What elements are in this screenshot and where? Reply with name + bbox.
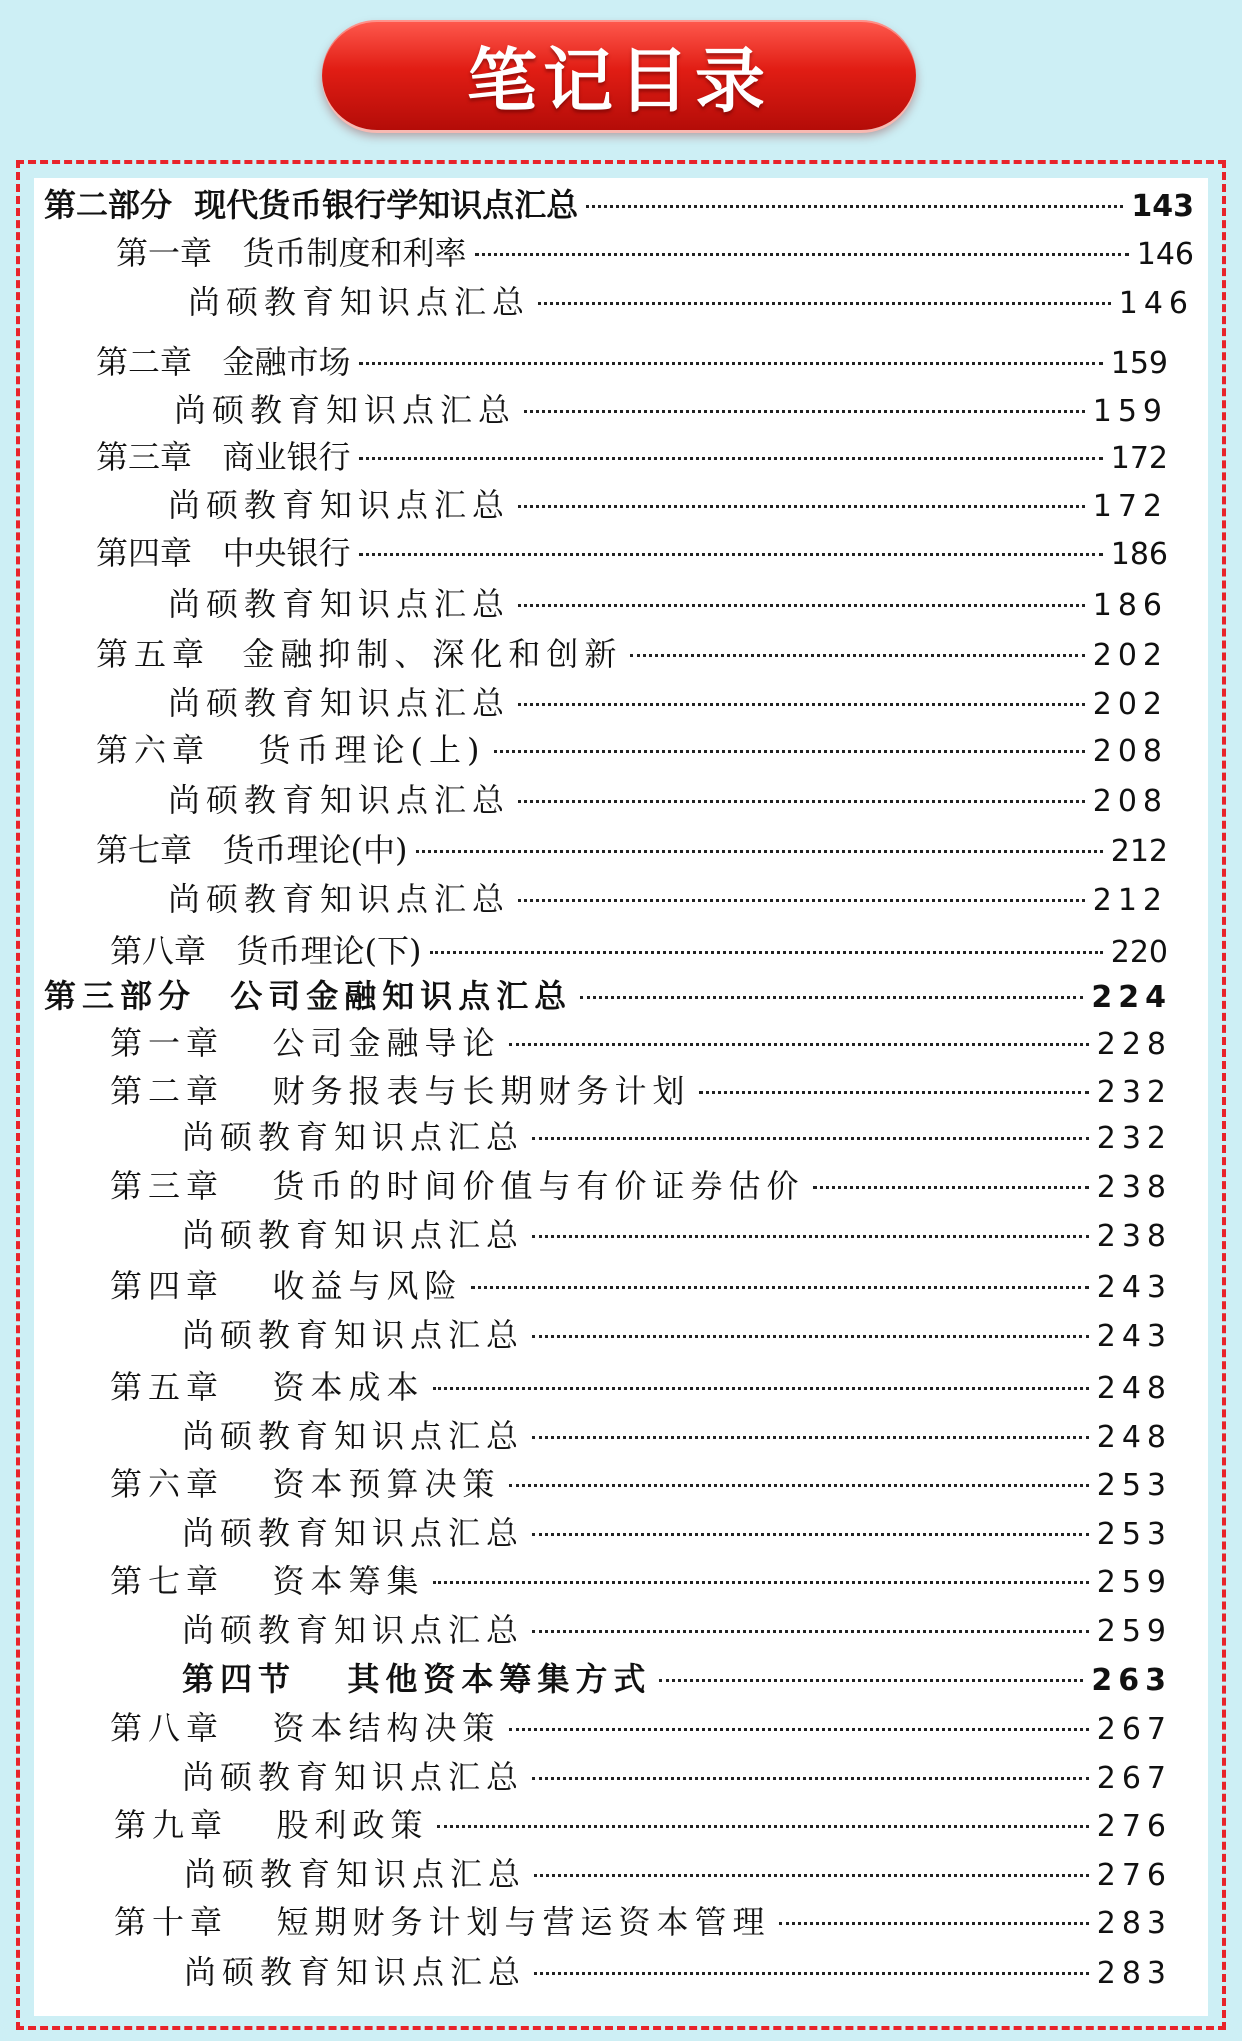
- toc-entry-label: 第十章 短期财务计划与营运资本管理: [114, 1903, 771, 1941]
- toc-entry-summary[interactable]: [182, 1608, 1172, 1652]
- toc-entry-page: 259: [1096, 1565, 1172, 1600]
- leader-dots: [532, 1533, 1089, 1536]
- leader-dots: [433, 1581, 1089, 1584]
- toc-entry-page: 238: [1096, 1170, 1172, 1205]
- leader-dots: [509, 1043, 1089, 1046]
- toc-entry-page: 186: [1092, 588, 1168, 623]
- leader-dots: [359, 362, 1103, 365]
- toc-entry-page: 220: [1110, 935, 1168, 970]
- leader-dots: [437, 1825, 1089, 1828]
- toc-entry-page: 243: [1096, 1319, 1172, 1354]
- toc-entry-page: 283: [1096, 1956, 1172, 1991]
- toc-entry-summary[interactable]: [184, 1852, 1172, 1896]
- toc-entry-section[interactable]: [182, 1657, 1172, 1701]
- toc-entry-chapter[interactable]: [116, 231, 1194, 275]
- leader-dots: [779, 1922, 1089, 1925]
- toc-entry-page: 276: [1096, 1858, 1172, 1893]
- toc-entry-page: 224: [1091, 980, 1172, 1015]
- toc-entry-page: 146: [1136, 237, 1194, 272]
- toc-entry-label: 尚硕教育知识点汇总: [182, 1417, 525, 1455]
- toc-entry-page: 159: [1110, 346, 1168, 381]
- leader-dots: [586, 205, 1123, 208]
- toc-entry-label: 尚硕教育知识点汇总: [182, 1514, 525, 1552]
- toc-entry-summary[interactable]: [188, 280, 1194, 324]
- toc-entry-chapter[interactable]: [110, 1706, 1172, 1750]
- toc-entry-summary[interactable]: [168, 483, 1168, 527]
- toc-entry-page: 172: [1092, 489, 1168, 524]
- toc-entry-page: 212: [1092, 883, 1168, 918]
- leader-dots: [518, 703, 1085, 706]
- toc-entry-label: 第七章 货币理论(中): [96, 831, 408, 869]
- page-title: 笔记目录: [467, 39, 771, 122]
- toc-entry-label: 第一章 公司金融导论: [110, 1024, 501, 1062]
- toc-entry-label: 第五章 资本成本: [110, 1368, 425, 1406]
- toc-entry-label: 第四章 收益与风险: [110, 1267, 463, 1305]
- leader-dots: [532, 1235, 1089, 1238]
- toc-entry-label: 尚硕教育知识点汇总: [182, 1611, 525, 1649]
- toc-entry-label: 第二章 财务报表与长期财务计划: [110, 1072, 691, 1110]
- toc-entry-label: 尚硕教育知识点汇总: [182, 1118, 525, 1156]
- toc-entry-summary[interactable]: [168, 681, 1168, 725]
- leader-dots: [580, 996, 1083, 999]
- toc-entry-page: 172: [1110, 441, 1168, 476]
- toc-entry-chapter[interactable]: [110, 1069, 1172, 1113]
- leader-dots: [699, 1091, 1089, 1094]
- toc-entry-label: 第七章 资本筹集: [110, 1562, 425, 1600]
- toc-entry-chapter[interactable]: [110, 1264, 1172, 1308]
- leader-dots: [509, 1728, 1089, 1731]
- toc-entry-label: 尚硕教育知识点汇总: [188, 283, 531, 321]
- leader-dots: [659, 1679, 1083, 1682]
- toc-page: [34, 178, 1208, 2016]
- leader-dots: [494, 750, 1085, 753]
- toc-entry-chapter[interactable]: [110, 1559, 1172, 1603]
- toc-entry-chapter[interactable]: [110, 1164, 1172, 1208]
- toc-entry-chapter[interactable]: [96, 828, 1168, 872]
- leader-dots: [518, 800, 1085, 803]
- toc-entry-label: 尚硕教育知识点汇总: [168, 880, 511, 918]
- toc-entry-summary[interactable]: [168, 877, 1168, 921]
- leader-dots: [534, 1874, 1089, 1877]
- leader-dots: [532, 1436, 1089, 1439]
- toc-entry-label: 第三部分 公司金融知识点汇总: [44, 977, 573, 1015]
- toc-entry-page: 143: [1131, 189, 1194, 224]
- toc-entry-label: 第六章 货币理论(上): [96, 731, 486, 769]
- toc-entry-label: 第四章 中央银行: [96, 534, 351, 572]
- leader-dots: [813, 1186, 1089, 1189]
- toc-entry-summary[interactable]: [168, 778, 1168, 822]
- toc-entry-page: 259: [1096, 1614, 1172, 1649]
- toc-entry-summary[interactable]: [182, 1755, 1172, 1799]
- leader-dots: [430, 951, 1103, 954]
- toc-entry-label: 第八章 资本结构决策: [110, 1709, 501, 1747]
- leader-dots: [475, 253, 1129, 256]
- toc-entry-page: 276: [1096, 1809, 1172, 1844]
- toc-entry-summary[interactable]: [174, 388, 1168, 432]
- toc-entry-page: 228: [1096, 1027, 1172, 1062]
- leader-dots: [532, 1630, 1089, 1633]
- leader-dots: [518, 899, 1085, 902]
- toc-entry-label: 尚硕教育知识点汇总: [182, 1316, 525, 1354]
- toc-entry-page: 263: [1091, 1663, 1172, 1698]
- toc-entry-page: 208: [1092, 734, 1168, 769]
- toc-entry-chapter[interactable]: [114, 1803, 1172, 1847]
- leader-dots: [534, 1972, 1089, 1975]
- toc-entry-page: 159: [1092, 394, 1168, 429]
- toc-entry-label: 尚硕教育知识点汇总: [168, 585, 511, 623]
- leader-dots: [532, 1777, 1089, 1780]
- toc-entry-summary[interactable]: [182, 1511, 1172, 1555]
- leader-dots: [524, 410, 1085, 413]
- toc-entry-page: 283: [1096, 1906, 1172, 1941]
- toc-entry-label: 第二部分 现代货币银行学知识点汇总: [44, 186, 579, 224]
- leader-dots: [630, 654, 1084, 657]
- toc-entry-page: 232: [1096, 1121, 1172, 1156]
- toc-entry-summary[interactable]: [182, 1213, 1172, 1257]
- toc-entry-page: 212: [1110, 834, 1168, 869]
- toc-entry-page: 267: [1096, 1712, 1172, 1747]
- toc-entry-label: 尚硕教育知识点汇总: [168, 486, 511, 524]
- toc-entry-page: 267: [1096, 1761, 1172, 1796]
- toc-entry-chapter[interactable]: [96, 435, 1168, 479]
- header-banner: [322, 20, 916, 130]
- toc-entry-summary[interactable]: [182, 1115, 1172, 1159]
- toc-entry-page: 202: [1092, 687, 1168, 722]
- toc-entry-chapter[interactable]: [96, 728, 1168, 772]
- toc-entry-chapter[interactable]: [96, 340, 1168, 384]
- leader-dots: [532, 1335, 1089, 1338]
- toc-entry-label: 第六章 资本预算决策: [110, 1465, 501, 1503]
- toc-entry-label: 第一章 货币制度和利率: [116, 234, 467, 272]
- toc-entry-chapter[interactable]: [110, 1365, 1172, 1409]
- leader-dots: [471, 1286, 1089, 1289]
- toc-entry-label: 尚硕教育知识点汇总: [184, 1855, 527, 1893]
- toc-entry-page: 243: [1096, 1270, 1172, 1305]
- leader-dots: [532, 1137, 1089, 1140]
- toc-entry-label: 第二章 金融市场: [96, 343, 351, 381]
- leader-dots: [416, 850, 1103, 853]
- toc-entry-page: 248: [1096, 1420, 1172, 1455]
- toc-entry-page: 248: [1096, 1371, 1172, 1406]
- toc-entry-summary[interactable]: [182, 1313, 1172, 1357]
- leader-dots: [359, 553, 1103, 556]
- toc-entry-label: 尚硕教育知识点汇总: [168, 684, 511, 722]
- toc-entry-page: 253: [1096, 1468, 1172, 1503]
- toc-entry-page: 208: [1092, 784, 1168, 819]
- leader-dots: [518, 505, 1085, 508]
- leader-dots: [518, 604, 1085, 607]
- toc-entry-page: 146: [1118, 286, 1194, 321]
- toc-entry-chapter[interactable]: [110, 1462, 1172, 1506]
- toc-entry-part-2[interactable]: [44, 183, 1194, 227]
- leader-dots: [359, 457, 1103, 460]
- toc-entry-page: 186: [1110, 537, 1168, 572]
- toc-entry-label: 尚硕教育知识点汇总: [182, 1216, 525, 1254]
- toc-entry-label: 第九章 股利政策: [114, 1806, 429, 1844]
- leader-dots: [538, 302, 1111, 305]
- toc-entry-page: 238: [1096, 1219, 1172, 1254]
- toc-entry-chapter[interactable]: [114, 1900, 1172, 1944]
- toc-entry-chapter[interactable]: [96, 632, 1168, 676]
- toc-entry-label: 尚硕教育知识点汇总: [184, 1953, 527, 1991]
- toc-entry-label: 第四节 其他资本筹集方式: [182, 1660, 652, 1698]
- toc-entry-page: 232: [1096, 1075, 1172, 1110]
- toc-entry-label: 第五章 金融抑制、深化和创新: [96, 635, 623, 673]
- toc-entry-label: 尚硕教育知识点汇总: [174, 391, 517, 429]
- toc-entry-summary[interactable]: [182, 1414, 1172, 1458]
- toc-entry-label: 第三章 商业银行: [96, 438, 351, 476]
- leader-dots: [509, 1484, 1089, 1487]
- toc-entry-label: 第三章 货币的时间价值与有价证券估价: [110, 1167, 805, 1205]
- toc-entry-part-3[interactable]: [44, 974, 1172, 1018]
- toc-entry-chapter[interactable]: [110, 1021, 1172, 1065]
- toc-entry-summary[interactable]: [168, 582, 1168, 626]
- leader-dots: [433, 1387, 1089, 1390]
- toc-entry-page: 253: [1096, 1517, 1172, 1552]
- toc-entry-chapter[interactable]: [110, 929, 1168, 973]
- toc-entry-chapter[interactable]: [96, 531, 1168, 575]
- toc-entry-label: 第八章 货币理论(下): [110, 932, 422, 970]
- toc-entry-page: 202: [1092, 638, 1168, 673]
- toc-entry-label: 尚硕教育知识点汇总: [182, 1758, 525, 1796]
- toc-entry-label: 尚硕教育知识点汇总: [168, 781, 511, 819]
- toc-entry-summary[interactable]: [184, 1950, 1172, 1994]
